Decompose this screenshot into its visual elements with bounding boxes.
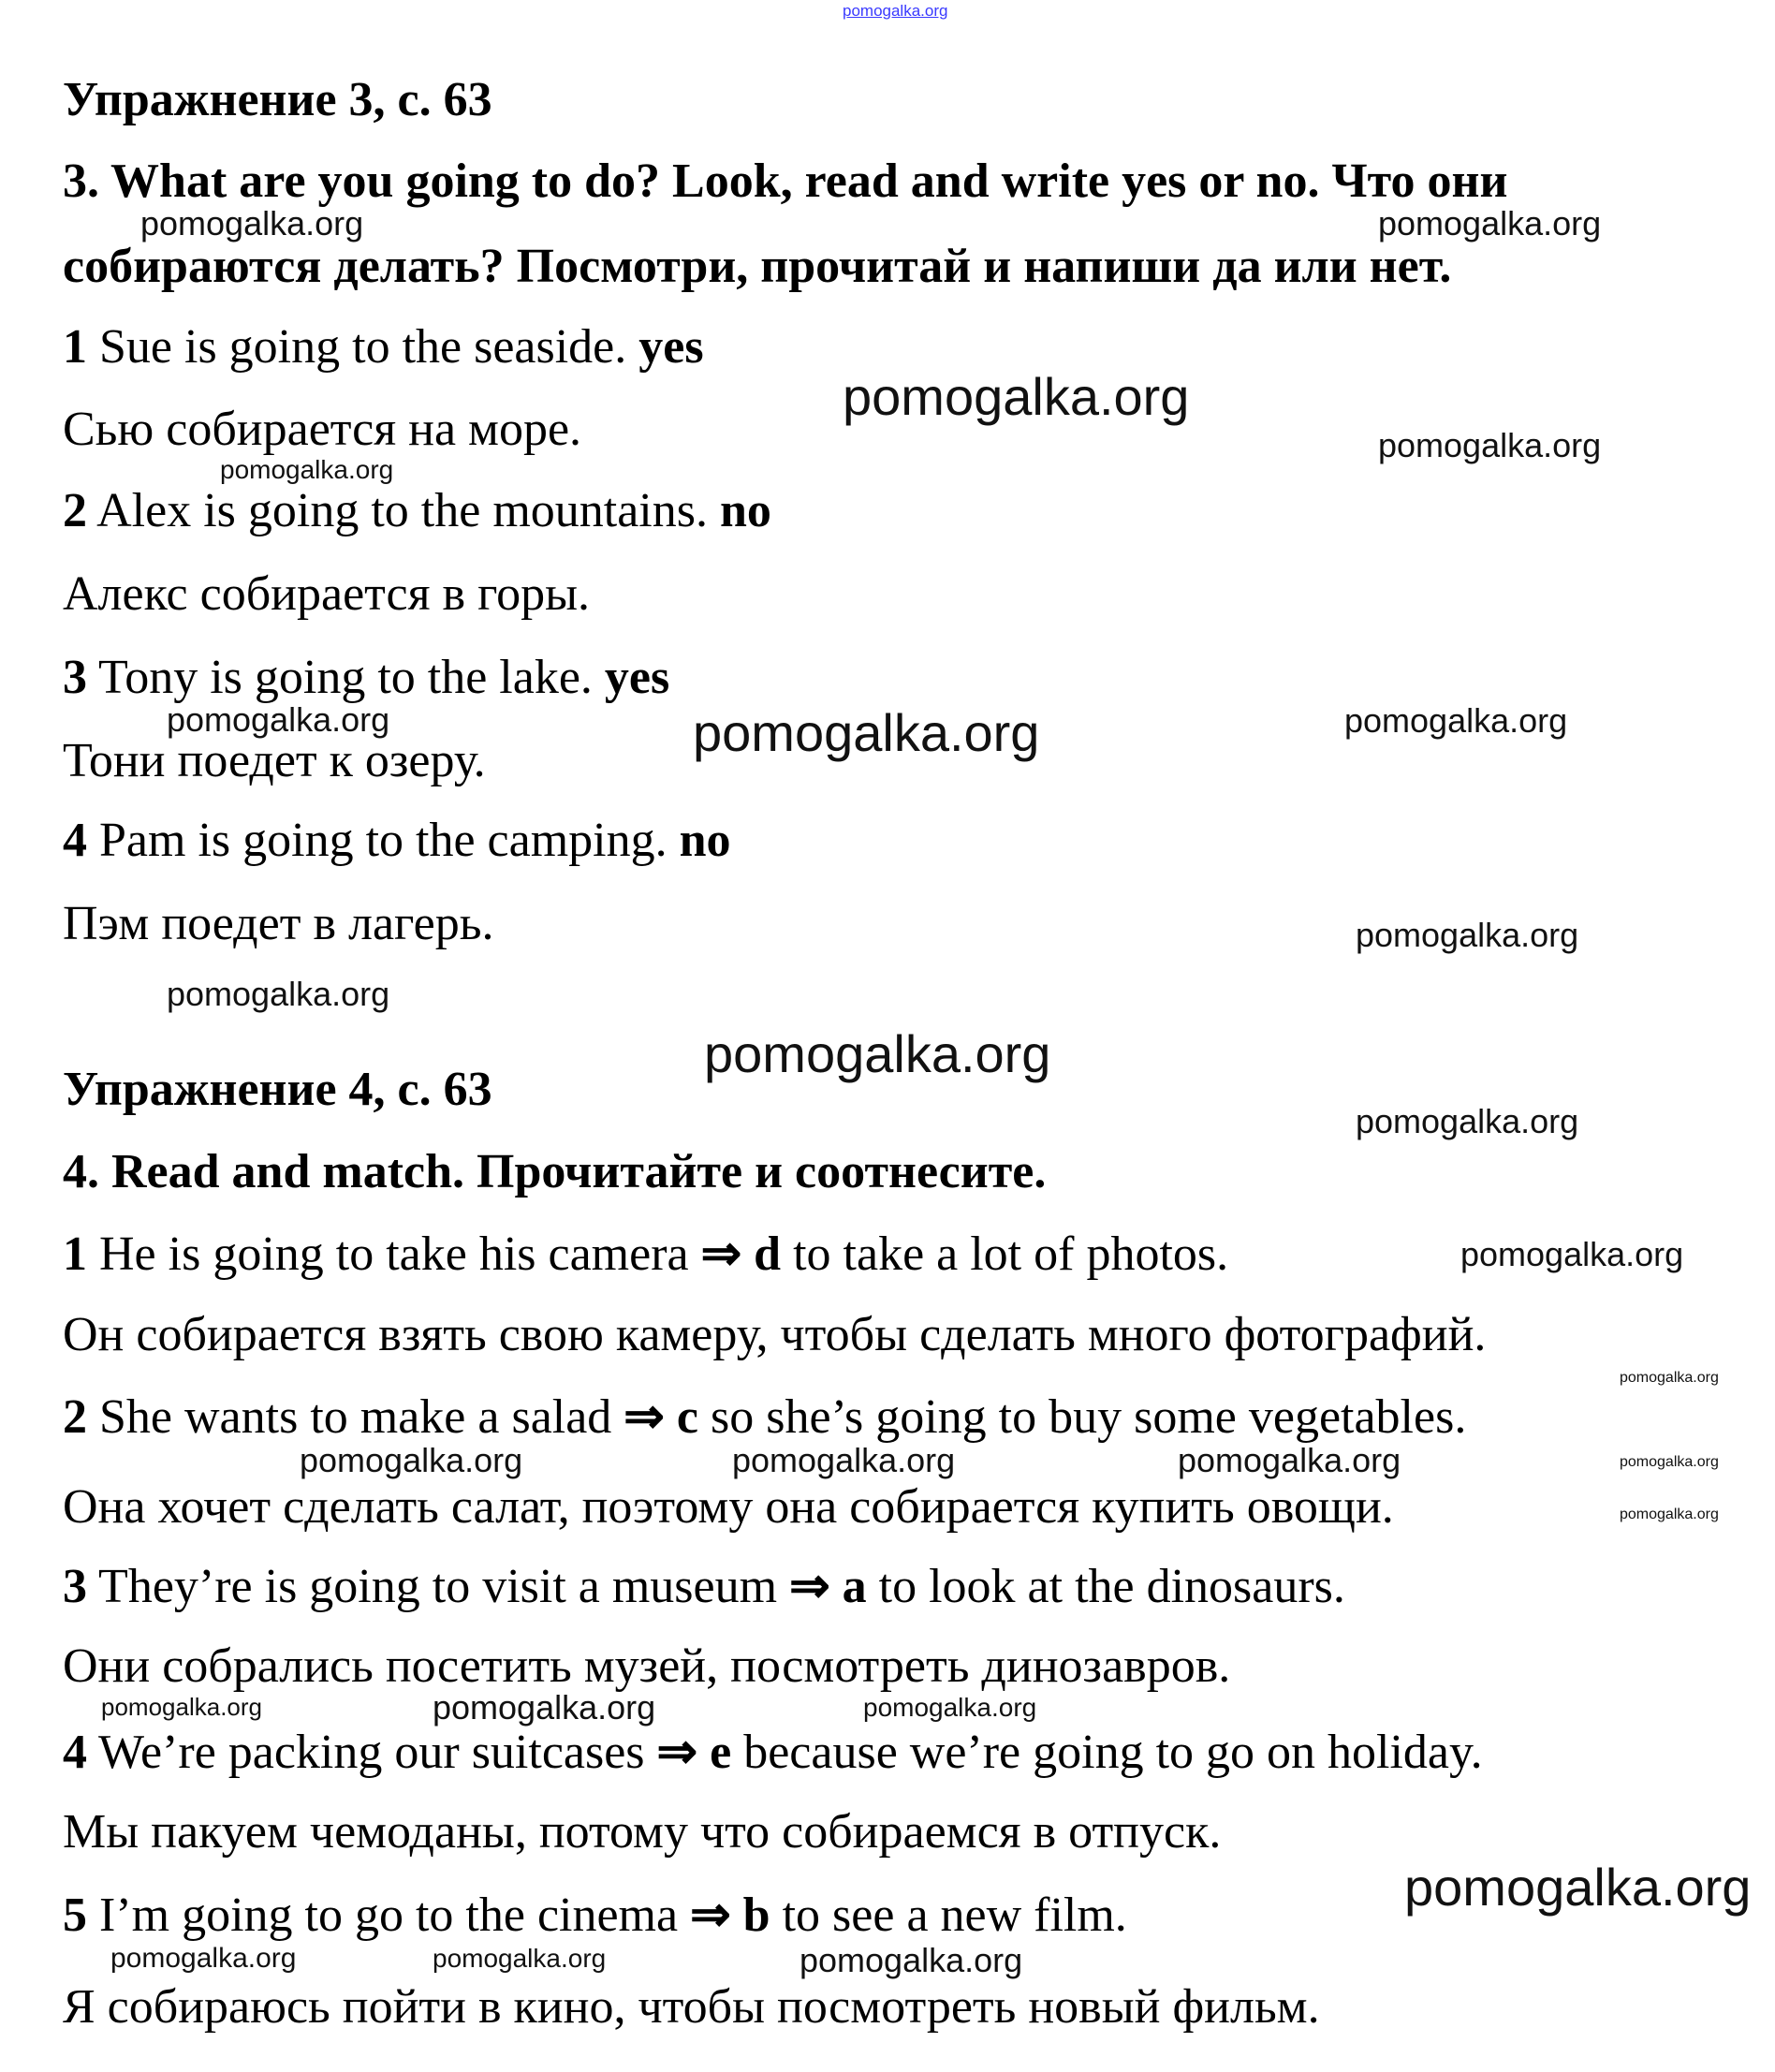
watermark: pomogalka.org	[843, 367, 1190, 426]
exercise-3-instruction-line1: 3. What are you going to do? Look, read and write yes or no. Что они	[63, 154, 1508, 208]
item-number: 5	[63, 1888, 87, 1942]
watermark: pomogalka.org	[1344, 701, 1568, 740]
ex3-item-3-translation: Тони поедет к озеру.	[63, 734, 486, 787]
ex4-item-4	[63, 1728, 1483, 1777]
watermark: pomogalka.org	[1620, 1506, 1719, 1522]
ex3-item-1-translation: Сью собирается на море.	[63, 403, 582, 456]
ex4-item-5-translation: Я собираюсь пойти в кино, чтобы посмотреть новый фильм.	[63, 1980, 1320, 2034]
ex3-item-3	[63, 651, 670, 704]
watermark: pomogalka.org	[704, 1024, 1051, 1083]
watermark: pomogalka.org	[1356, 1102, 1579, 1140]
watermark: pomogalka.org	[101, 1693, 262, 1721]
ex4-item-1	[63, 1227, 1229, 1281]
item-answer: no	[679, 814, 731, 867]
item-answer: no	[719, 484, 771, 537]
item-right: to see a new film.	[770, 1888, 1127, 1942]
watermark: pomogalka.org	[140, 204, 364, 242]
watermark: pomogalka.org	[1378, 426, 1602, 464]
item-right: to take a lot of photos.	[781, 1227, 1229, 1281]
watermark: pomogalka.org	[220, 455, 394, 484]
watermark: pomogalka.org	[1378, 204, 1602, 242]
watermark: pomogalka.org	[1178, 1441, 1401, 1479]
arrow-icon: ⇒	[700, 1227, 742, 1281]
item-left: He is going to take his camera	[87, 1227, 701, 1281]
item-left: We’re packing our suitcases	[87, 1726, 657, 1779]
watermark: pomogalka.org	[433, 1688, 656, 1727]
watermark: pomogalka.org	[1620, 1370, 1719, 1386]
watermark: pomogalka.org	[1356, 916, 1579, 954]
item-text: Alex is going to the mountains.	[87, 484, 720, 537]
ex4-item-5	[63, 1888, 1127, 1942]
item-number: 4	[63, 814, 87, 867]
arrow-icon: ⇒	[789, 1560, 830, 1613]
item-letter: c	[676, 1390, 698, 1444]
ex4-item-2-translation: Она хочет сделать салат, поэтому она собирается купить овощи.	[63, 1480, 1394, 1534]
arrow-icon: ⇒	[623, 1390, 665, 1444]
watermark: pomogalka.org	[1404, 1858, 1752, 1917]
ex4-item-1-translation: Он собирается взять свою камеру, чтобы сделать много фотографий.	[63, 1308, 1487, 1361]
watermark: pomogalka.org	[1620, 1454, 1719, 1470]
ex3-item-2	[63, 484, 771, 537]
ex3-item-1	[63, 320, 704, 374]
item-answer: yes	[638, 320, 704, 374]
ex4-item-3	[63, 1560, 1345, 1613]
item-text: Sue is going to the seaside.	[87, 320, 639, 374]
item-letter: d	[754, 1227, 782, 1281]
item-text: Tony is going to the lake.	[87, 651, 605, 704]
item-number: 1	[63, 1227, 87, 1281]
watermark: pomogalka.org	[1460, 1235, 1684, 1273]
watermark: pomogalka.org	[863, 1693, 1037, 1722]
item-number: 2	[63, 1390, 87, 1444]
arrow-icon: ⇒	[690, 1888, 731, 1942]
watermark: pomogalka.org	[693, 703, 1040, 762]
watermark: pomogalka.org	[300, 1441, 523, 1479]
watermark: pomogalka.org	[110, 1943, 297, 1974]
item-right: because we’re going to go on holiday.	[731, 1726, 1483, 1779]
item-letter: e	[710, 1726, 732, 1779]
item-number: 3	[63, 651, 87, 704]
item-right: to look at the dinosaurs.	[866, 1560, 1345, 1613]
item-left: They’re is going to visit a museum	[87, 1560, 790, 1613]
ex4-item-3-translation: Они собрались посетить музей, посмотреть динозавров.	[63, 1639, 1231, 1693]
exercise-4-heading: Упражнение 4, с. 63	[63, 1063, 492, 1116]
watermark: pomogalka.org	[167, 975, 390, 1013]
item-number: 2	[63, 484, 87, 537]
item-right: so she’s going to buy some vegetables.	[697, 1390, 1467, 1444]
watermark: pomogalka.org	[433, 1944, 607, 1973]
item-left: She wants to make a salad	[87, 1390, 624, 1444]
ex4-item-4-translation: Мы пакуем чемоданы, потому что собираемся в отпуск.	[63, 1805, 1222, 1859]
item-left: I’m going to go to the cinema	[87, 1888, 691, 1942]
exercise-3-heading: Упражнение 3, с. 63	[63, 73, 492, 126]
ex3-item-4-translation: Пэм поедет в лагерь.	[63, 897, 494, 950]
item-text: Pam is going to the camping.	[87, 814, 680, 867]
item-answer: yes	[604, 651, 670, 704]
item-number: 1	[63, 320, 87, 374]
ex4-item-2	[63, 1390, 1467, 1444]
item-letter: a	[842, 1560, 867, 1613]
top-watermark-link[interactable]: pomogalka.org	[843, 2, 948, 20]
item-letter: b	[742, 1888, 770, 1942]
ex3-item-2-translation: Алекс собирается в горы.	[63, 567, 591, 621]
exercise-4-instruction: 4. Read and match. Прочитайте и соотнесите.	[63, 1145, 1047, 1198]
item-number: 3	[63, 1560, 87, 1613]
item-number: 4	[63, 1726, 87, 1779]
watermark: pomogalka.org	[799, 1941, 1023, 1979]
exercise-3-instruction-line2: собираются делать? Посмотри, прочитай и напиши да или нет.	[63, 240, 1452, 293]
ex3-item-4	[63, 816, 731, 865]
arrow-icon: ⇒	[656, 1726, 698, 1779]
watermark: pomogalka.org	[732, 1441, 956, 1479]
watermark: pomogalka.org	[167, 700, 390, 739]
